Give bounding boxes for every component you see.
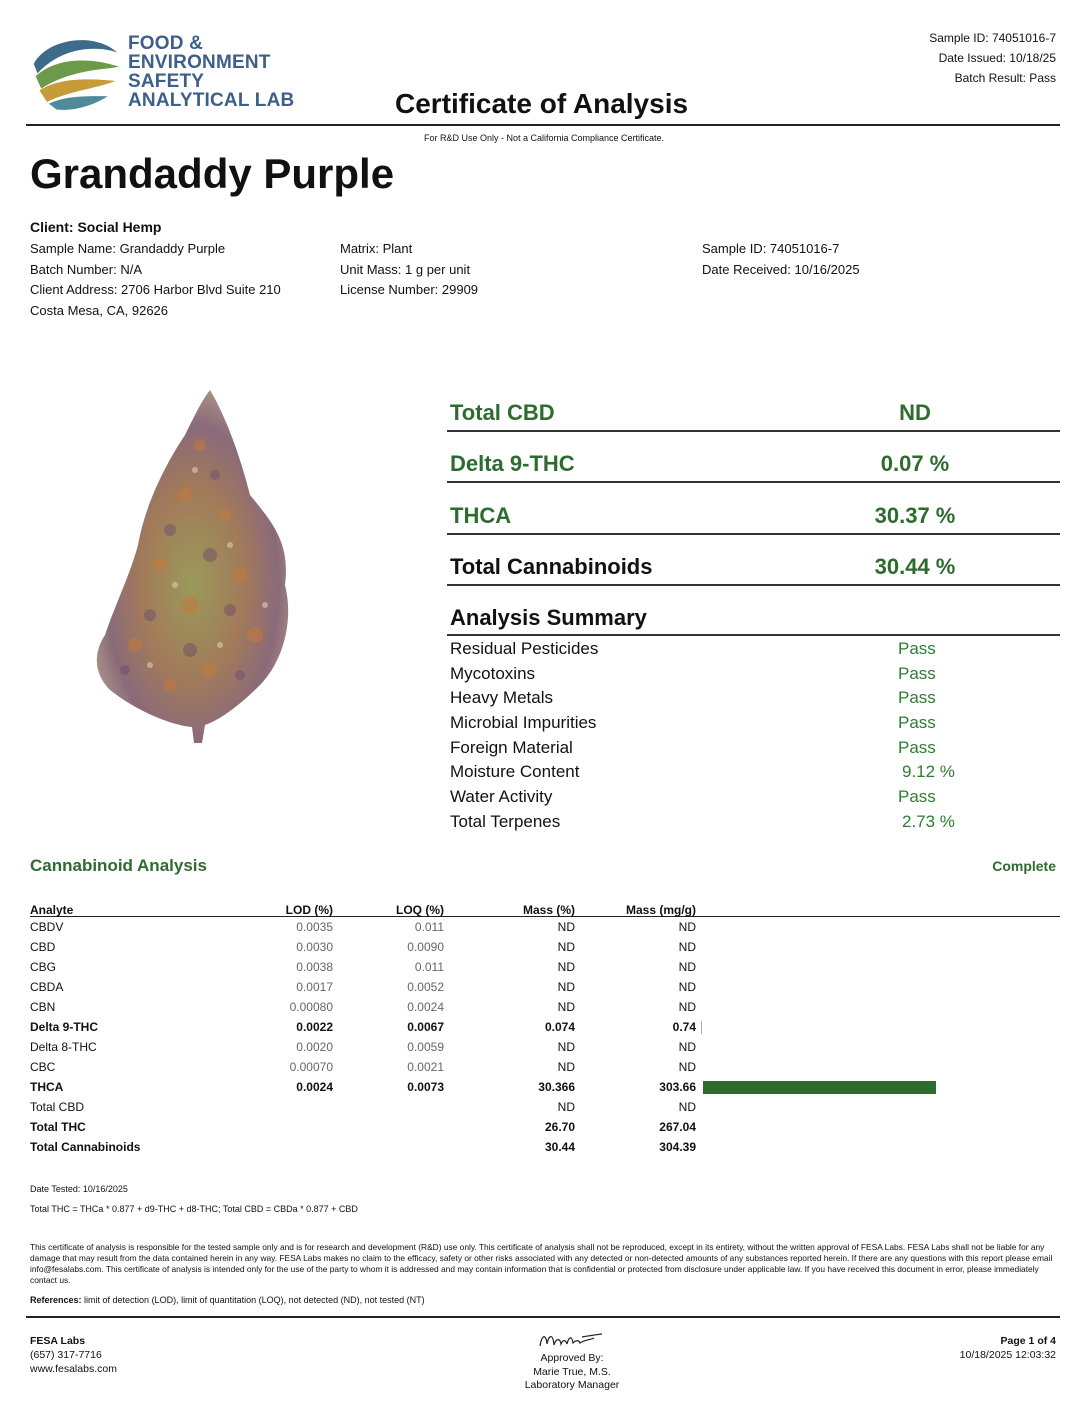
product-photo — [90, 385, 305, 750]
lod-cell: 0.0038 — [296, 960, 333, 974]
total-formula: Total THC = THCa * 0.877 + d9-THC + d8-THC; Total CBD = CBDa * 0.877 + CBD — [30, 1204, 358, 1214]
col-mass-percent: Mass (%) — [522, 903, 575, 917]
rnd-notice: For R&D Use Only - Not a California Compliance Certificate. — [423, 133, 665, 143]
mass-mg-cell: 267.04 — [659, 1120, 696, 1134]
footer-timestamp: 10/18/2025 12:03:32 — [959, 1349, 1056, 1361]
key-result-label: Total CBD — [450, 400, 555, 425]
loq-cell: 0.0059 — [407, 1040, 444, 1054]
analyte-cell: CBC — [30, 1060, 56, 1074]
loq-cell: 0.011 — [414, 920, 444, 934]
summary-item — [450, 736, 1010, 761]
header-date-issued: Date Issued: 10/18/25 — [938, 51, 1056, 65]
lod-cell: 0.0020 — [296, 1040, 333, 1054]
table-row — [30, 937, 1060, 957]
mass-mg-cell: ND — [678, 1100, 696, 1114]
col-loq: LOQ (%) — [396, 903, 444, 917]
client-name: Client: Social Hemp — [30, 219, 162, 235]
header-sample-id: Sample ID: 74051016-7 — [929, 31, 1056, 45]
mass-mg-cell: ND — [678, 980, 696, 994]
loq-cell: 0.0021 — [407, 1060, 444, 1074]
mass-mg-cell: ND — [678, 920, 696, 934]
cannabinoid-analysis-title: Cannabinoid Analysis — [30, 856, 207, 875]
analyte-cell: Total THC — [30, 1120, 86, 1134]
loq-cell: 0.0090 — [407, 940, 444, 954]
page-number: Page 1 of 4 — [1000, 1335, 1056, 1347]
table-row — [30, 1017, 1060, 1037]
analyte-cell: CBD — [30, 940, 56, 954]
key-result-label: Delta 9-THC — [450, 451, 575, 476]
mass-bar — [703, 1081, 936, 1094]
summary-item-value: 9.12 % — [902, 762, 955, 782]
summary-item — [450, 686, 1010, 711]
footer-contact — [30, 1334, 117, 1376]
table-row — [30, 1077, 1060, 1097]
summary-item-name: Residual Pesticides — [450, 639, 599, 658]
mass-percent-cell: ND — [557, 960, 575, 974]
analyte-cell: CBG — [30, 960, 57, 974]
date-tested: Date Tested: 10/16/2025 — [30, 1184, 128, 1194]
approved-by-label: Approved By: — [540, 1352, 604, 1364]
loq-cell: 0.011 — [414, 960, 444, 974]
analysis-summary-header — [447, 603, 1060, 636]
client-address: Client Address: 2706 Harbor Blvd Suite 210 — [30, 282, 281, 297]
analyte-cell: CBN — [30, 1000, 56, 1014]
analyte-cell: Total CBD — [30, 1100, 85, 1114]
sample-name: Sample Name: Grandaddy Purple — [30, 241, 226, 256]
summary-item-name: Microbial Impurities — [450, 713, 597, 733]
mass-percent-cell: ND — [557, 1100, 575, 1114]
client-city: Costa Mesa, CA, 92626 — [30, 302, 169, 318]
analyte-cell: CBDA — [30, 980, 64, 994]
mass-percent-cell: ND — [557, 940, 575, 954]
signature-icon — [532, 1328, 612, 1352]
disclaimer: This certificate of analysis is responsible for the tested sample only and is for research and development (R&D) use only. This certificate of analysis shall not be reproduced, except in its entirety, without the written approval of FESA Labs. FESA Labs shall not be liable for any damage that may result from the data contained herein in any way. FESA Labs makes no claim to the efficacy, safety or other risks associated with any detected or non-detected amounts of any substances reported herein. If there are any questions with this report please email info@fesalabs.com. This certificate of analysis is intended only for the use of the party to whom it is addressed and may contain information that is confidential or protected from disclosure under applicable law. If you have received this document in error, please immediately contact us. — [30, 1242, 1053, 1285]
license-number: License Number: 29909 — [340, 282, 479, 297]
footer-approval — [472, 1328, 672, 1393]
col-mass-mg: Mass (mg/g) — [625, 903, 696, 917]
key-result-value: 30.37 % — [874, 503, 956, 528]
mass-mg-cell: ND — [678, 1040, 696, 1054]
key-result-label: THCA — [450, 503, 512, 528]
lod-cell: 0.0035 — [296, 920, 333, 934]
mass-mg-cell: ND — [678, 1000, 696, 1014]
summary-item-name: Heavy Metals — [450, 688, 553, 708]
key-result-delta9-thc — [447, 443, 1060, 483]
lod-cell: 0.0017 — [296, 980, 333, 994]
key-result-value: 30.44 % — [874, 554, 956, 579]
fesa-logo-icon — [28, 24, 123, 119]
sample-info-col-3 — [702, 239, 860, 280]
summary-item — [450, 810, 1010, 835]
summary-item-value: 2.73 % — [902, 811, 955, 831]
analysis-summary-list — [450, 637, 1010, 835]
summary-item-name: Total Terpenes — [450, 811, 561, 831]
key-result-total-cannabinoids — [447, 546, 1060, 586]
table-row — [30, 917, 1060, 937]
mass-percent-cell: 26.70 — [544, 1120, 575, 1134]
mass-percent-cell: ND — [557, 980, 575, 994]
summary-item — [450, 760, 1010, 785]
summary-item-value: Pass — [898, 663, 936, 683]
sample-info-col-2 — [340, 239, 478, 301]
table-row — [30, 977, 1060, 997]
summary-item-name: Water Activity — [450, 787, 553, 807]
product-name: Grandaddy Purple — [30, 150, 395, 197]
mass-mg-cell: 304.39 — [659, 1140, 696, 1154]
col-lod: LOD (%) — [285, 903, 333, 917]
batch-number: Batch Number: N/A — [30, 261, 142, 277]
document-title: Certificate of Analysis — [395, 88, 689, 119]
key-result-label: Total Cannabinoids — [450, 554, 653, 579]
mass-percent-cell: ND — [557, 1060, 575, 1074]
table-row — [30, 1137, 1060, 1157]
mass-percent-cell: ND — [557, 1000, 575, 1014]
mass-mg-cell: ND — [678, 960, 696, 974]
loq-cell: 0.0024 — [407, 1000, 444, 1014]
references-label: References: — [30, 1295, 82, 1305]
sample-info-col-1 — [30, 239, 281, 321]
table-header — [30, 900, 1060, 917]
lod-cell: 0.0024 — [296, 1080, 333, 1094]
footer-company: FESA Labs — [30, 1335, 86, 1347]
lod-cell: 0.0030 — [296, 940, 333, 954]
references-text: limit of detection (LOD), limit of quantitation (LOQ), not detected (ND), not tested (NT) — [81, 1295, 425, 1305]
cannabinoid-analysis-status: Complete — [992, 858, 1056, 874]
mass-percent-cell: ND — [557, 920, 575, 934]
analyte-cell: THCA — [30, 1080, 64, 1094]
footer-divider — [26, 1316, 1060, 1318]
loq-cell: 0.0052 — [407, 980, 444, 994]
summary-item-value: Pass — [898, 639, 936, 658]
sample-id: Sample ID: 74051016-7 — [702, 241, 840, 256]
summary-item-value: Pass — [898, 713, 936, 733]
summary-item-value: Pass — [898, 787, 936, 807]
mass-percent-cell: ND — [557, 1040, 575, 1054]
key-result-total-cbd — [447, 392, 1060, 432]
summary-item-value: Pass — [898, 688, 936, 708]
mass-mg-cell: 303.66 — [659, 1080, 696, 1094]
table-body — [30, 917, 1060, 1157]
table-row — [30, 957, 1060, 977]
key-result-value: 0.07 % — [880, 451, 950, 476]
col-analyte: Analyte — [30, 903, 74, 917]
summary-item — [450, 662, 1010, 687]
summary-item-value: Pass — [898, 737, 936, 757]
analysis-summary-title: Analysis Summary — [450, 605, 647, 630]
lod-cell: 0.00080 — [289, 1000, 333, 1014]
mass-mg-cell: 0.74 — [672, 1020, 696, 1034]
analyte-cell: Delta 9-THC — [30, 1020, 99, 1034]
footer-website: www.fesalabs.com — [30, 1363, 117, 1375]
mass-percent-cell: 0.074 — [544, 1020, 575, 1034]
analyte-cell: Delta 8-THC — [30, 1040, 97, 1054]
key-result-value: ND — [899, 400, 931, 425]
footer-page-info — [960, 1334, 1056, 1362]
summary-item-name: Foreign Material — [450, 737, 573, 757]
summary-item-name: Mycotoxins — [450, 663, 536, 683]
mass-mg-cell: ND — [678, 940, 696, 954]
lod-cell: 0.0022 — [296, 1020, 333, 1034]
analyte-cell: Total Cannabinoids — [30, 1140, 141, 1154]
table-row — [30, 1037, 1060, 1057]
loq-cell: 0.0073 — [407, 1080, 444, 1094]
header-meta — [929, 28, 1056, 88]
mass-percent-cell: 30.366 — [538, 1080, 575, 1094]
mass-mg-cell: ND — [678, 1060, 696, 1074]
loq-cell: 0.0067 — [407, 1020, 444, 1034]
header-batch-result: Batch Result: Pass — [954, 71, 1056, 85]
mass-bar — [701, 1021, 702, 1034]
table-row — [30, 1117, 1060, 1137]
unit-mass: Unit Mass: 1 g per unit — [340, 261, 471, 277]
table-row — [30, 1097, 1060, 1117]
mass-percent-cell: 30.44 — [544, 1140, 575, 1154]
summary-item-name: Moisture Content — [450, 762, 580, 782]
table-row — [30, 1057, 1060, 1077]
cannabinoid-table — [30, 900, 1060, 1157]
lab-name: FOOD & ENVIRONMENT SAFETY ANALYTICAL LAB — [128, 33, 295, 111]
approver-title: Laboratory Manager — [524, 1379, 620, 1391]
matrix: Matrix: Plant — [340, 241, 413, 256]
summary-item — [450, 637, 1010, 662]
summary-item — [450, 785, 1010, 810]
approver-name: Marie True, M.S. — [533, 1365, 611, 1378]
lod-cell: 0.00070 — [289, 1060, 333, 1074]
footer-phone: (657) 317-7716 — [30, 1349, 102, 1361]
analyte-cell: CBDV — [30, 920, 64, 934]
references — [30, 1295, 425, 1305]
key-result-thca — [447, 495, 1060, 535]
date-received: Date Received: 10/16/2025 — [702, 261, 860, 277]
table-row — [30, 997, 1060, 1017]
header-divider — [26, 124, 1060, 126]
summary-item — [450, 711, 1010, 736]
